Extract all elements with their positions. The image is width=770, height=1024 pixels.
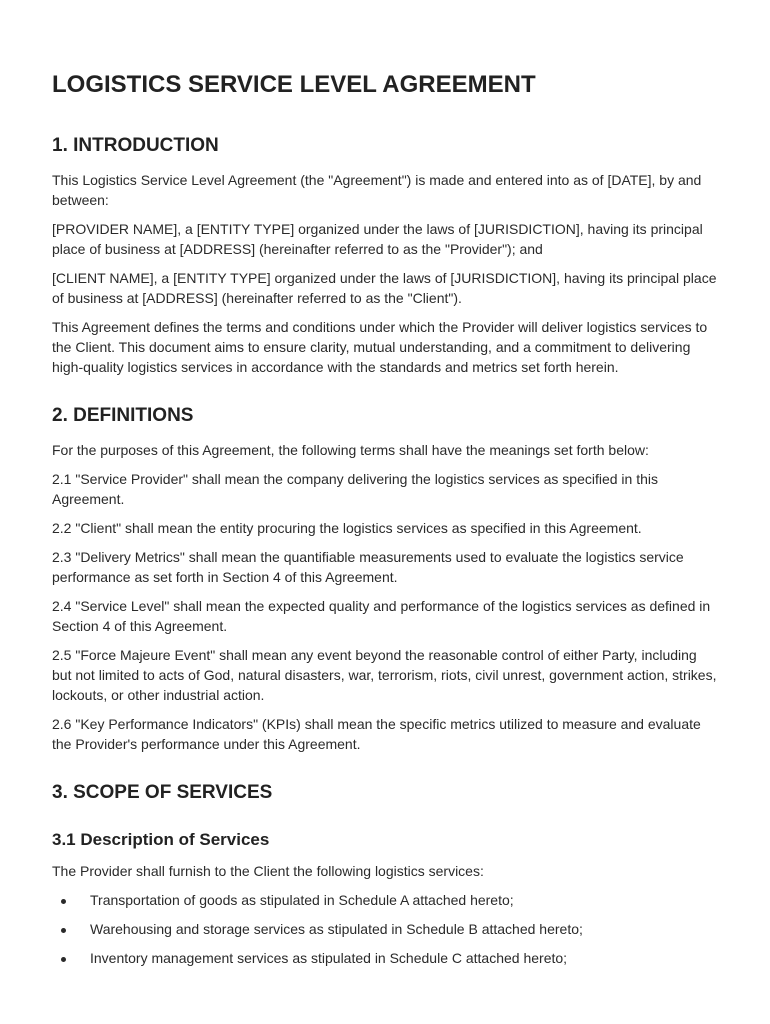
spacer: [52, 817, 718, 828]
services-list: [52, 890, 718, 968]
paragraph: This Logistics Service Level Agreement (the "Agreement") is made and entered into as of [DATE], by and between:: [52, 172, 702, 208]
list-item: [52, 919, 718, 939]
list-item: [52, 890, 718, 910]
paragraph: This Agreement defines the terms and conditions under which the Provider will deliver logistics services to the Client. This document aims to ensure clarity, mutual understanding, and a commitment to delivering high-quality logistics services in accordance with the standards and metrics set forth herein.: [52, 319, 708, 375]
paragraph: [PROVIDER NAME], a [ENTITY TYPE] organized under the laws of [JURISDICTION], having its principal place of business at [ADDRESS] (hereinafter referred to as the "Provider"); and: [52, 221, 703, 257]
spacer: [52, 763, 718, 780]
list-item-text: Transportation of goods as stipulated in Schedule A attached hereto;: [90, 892, 514, 908]
definition-item: 2.1 "Service Provider" shall mean the company delivering the logistics services as specified in this Agreement.: [52, 471, 658, 507]
paragraph: For the purposes of this Agreement, the following terms shall have the meanings set forth below:: [52, 442, 649, 458]
paragraph: [CLIENT NAME], a [ENTITY TYPE] organized under the laws of [JURISDICTION], having its principal place of business at [ADDRESS] (hereinafter referred to as the "Client").: [52, 270, 717, 306]
list-item-text: Inventory management services as stipulated in Schedule C attached hereto;: [90, 950, 568, 966]
bullet-icon: [61, 899, 66, 904]
definition-item: 2.6 "Key Performance Indicators" (KPIs) shall mean the specific metrics utilized to measure and evaluate the Provider's performance under this Agreement.: [52, 716, 701, 752]
subsection-heading: 3.1 Description of Services: [52, 830, 270, 849]
section-heading: 1. INTRODUCTION: [52, 135, 219, 156]
bullet-icon: [61, 928, 66, 933]
definition-item: 2.4 "Service Level" shall mean the expected quality and performance of the logistics services as defined in Section 4 of this Agreement.: [52, 598, 711, 634]
paragraph: The Provider shall furnish to the Client the following logistics services:: [52, 863, 484, 879]
bullet-icon: [61, 957, 66, 962]
section-definitions: [52, 403, 718, 754]
document-title: LOGISTICS SERVICE LEVEL AGREEMENT: [52, 71, 536, 98]
definition-item: 2.5 "Force Majeure Event" shall mean any event beyond the reasonable control of either Party, including but not limited to acts of God, natural disasters, war, terrorism, riots, civil unrest, government action, strikes, lockouts, or other industrial action.: [52, 647, 717, 703]
spacer: [52, 386, 718, 403]
list-item-text: Warehousing and storage services as stipulated in Schedule B attached hereto;: [90, 921, 583, 937]
section-heading: 2. DEFINITIONS: [52, 405, 194, 426]
definition-item: 2.2 "Client" shall mean the entity procuring the logistics services as specified in this Agreement.: [52, 520, 642, 536]
section-heading: 3. SCOPE OF SERVICES: [52, 782, 273, 803]
section-introduction: [52, 133, 718, 377]
section-scope-of-services: [52, 780, 718, 968]
list-item: [52, 948, 718, 968]
definition-item: 2.3 "Delivery Metrics" shall mean the quantifiable measurements used to evaluate the logistics service performance as set forth in Section 4 of this Agreement.: [52, 549, 684, 585]
